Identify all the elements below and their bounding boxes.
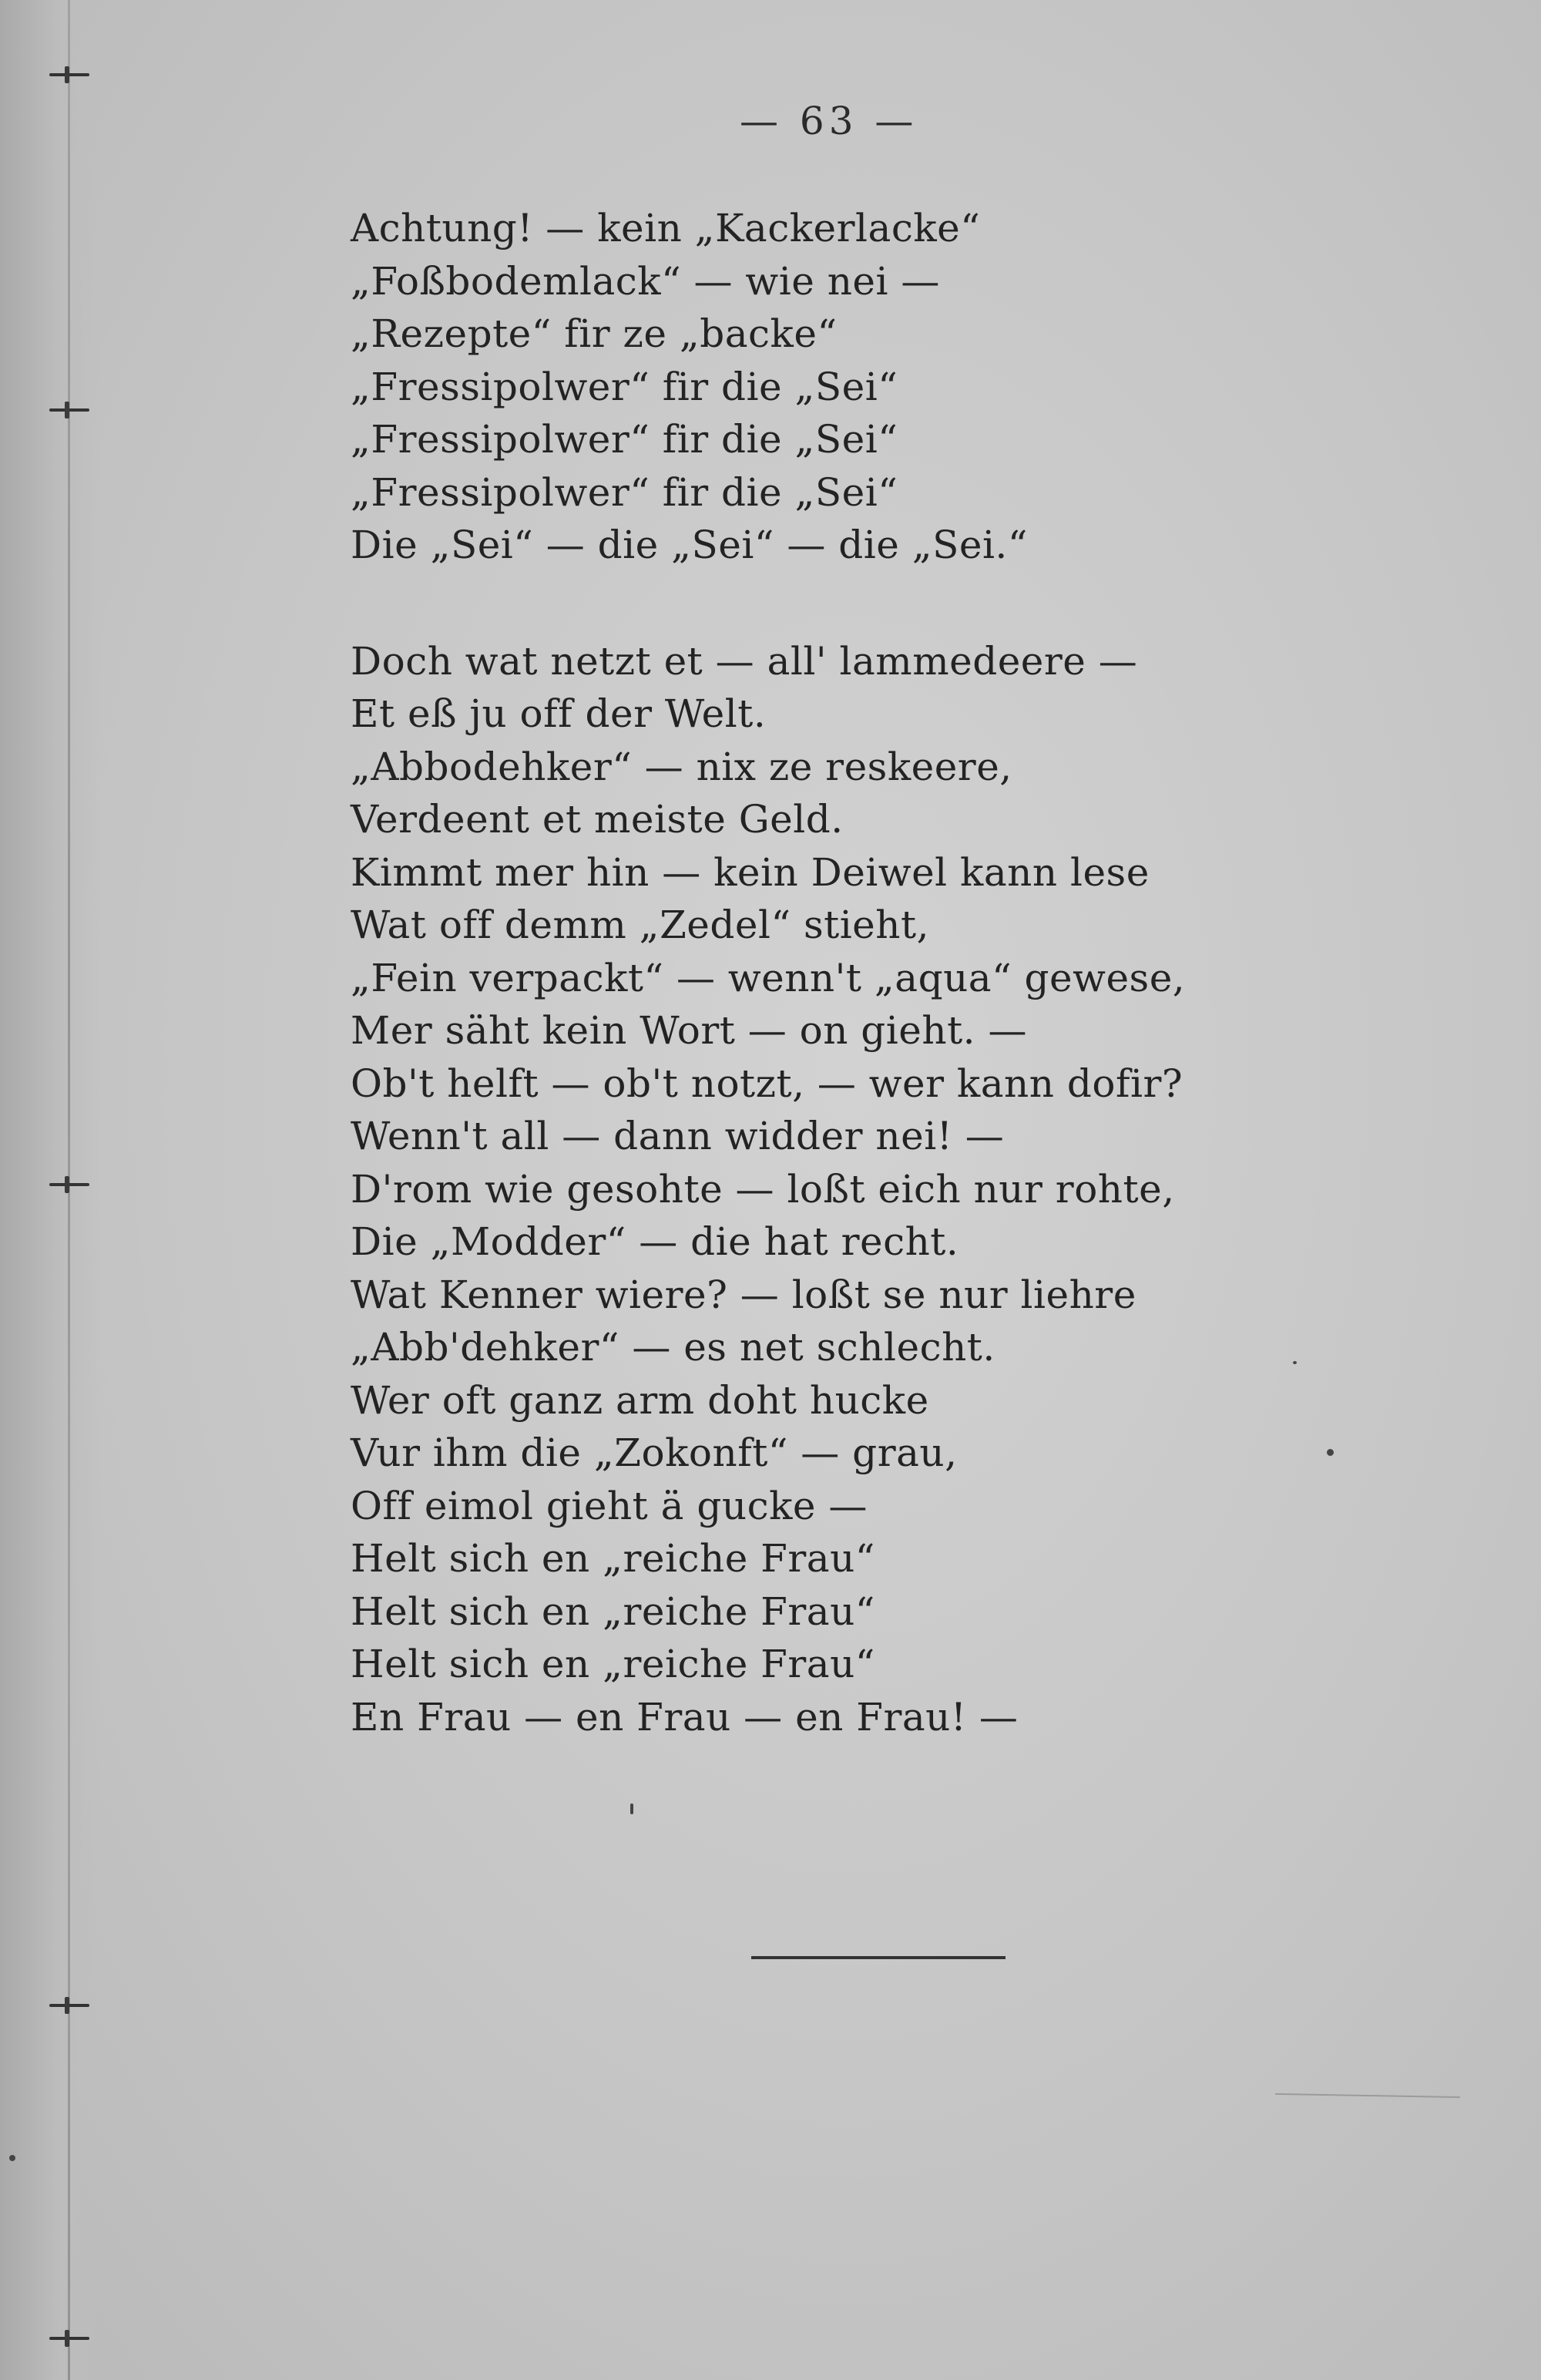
book-binding-shadow — [0, 0, 100, 2380]
stanza-2 — [351, 635, 1198, 1744]
poem-line: „Rezepte“ fir ze „backe“ — [351, 311, 838, 356]
ink-speck — [1293, 1361, 1297, 1364]
poem-line: „Fressipolwer“ fir die „Sei“ — [351, 417, 898, 462]
poem-line: Wat Kenner wiere? — loßt se nur liehre — [351, 1272, 1136, 1317]
poem-line: Helt sich en „reiche Frau“ — [351, 1642, 875, 1686]
binding-stitch — [49, 1183, 89, 1186]
binding-stitch — [49, 408, 89, 412]
poem-line: Verdeent et meiste Geld. — [351, 797, 844, 842]
poem-line: Et eß ju off der Welt. — [351, 691, 767, 736]
paper-scratch — [1275, 2093, 1460, 2098]
poem-line: Kimmt mer hin — kein Deiwel kann lese — [351, 849, 1150, 895]
ink-speck — [630, 1803, 633, 1814]
poem-line: „Abbodehker“ — nix ze reskeere, — [351, 744, 1012, 789]
page-number: — 63 — — [740, 99, 918, 143]
poem-line: Wer oft ganz arm doht hucke — [351, 1377, 929, 1423]
poem-line: Mer säht kein Wort — on gieht. — — [351, 1008, 1027, 1053]
poem-line: „Fressipolwer“ fir die „Sei“ — [351, 469, 898, 515]
ink-speck — [1327, 1449, 1334, 1456]
ink-speck — [9, 2155, 15, 2161]
poem-line: Off eimol gieht ä gucke — — [351, 1483, 868, 1528]
poem-line: Ob't helft — ob't notzt, — wer kann dofir? — [351, 1061, 1183, 1106]
poem-line: Wat off demm „Zedel“ stieht, — [351, 903, 929, 947]
poem-line: Helt sich en „reiche Frau“ — [351, 1588, 875, 1634]
poem-line: „Abb'dehker“ — es net schlecht. — [351, 1325, 995, 1370]
stanza-1 — [351, 202, 1198, 572]
poem-line: „Fein verpackt“ — wenn't „aqua“ gewese, — [351, 955, 1186, 1000]
poem-line: Doch wat netzt et — all' lammedeere — — [351, 638, 1138, 684]
poem-line: Wenn't all — dann widder nei! — — [351, 1114, 1005, 1158]
poem-line: Die „Modder“ — die hat recht. — [351, 1219, 959, 1264]
poem-line: „Fressipolwer“ fir die „Sei“ — [351, 364, 898, 409]
poem-line: „Foßbodemlack“ — wie nei — — [351, 258, 940, 304]
binding-stitch — [49, 2337, 89, 2340]
binding-stitch — [49, 73, 89, 76]
poem-line: D'rom wie gesohte — loßt eich nur rohte, — [351, 1166, 1175, 1212]
binding-stitch — [49, 2004, 89, 2007]
poem-line: Vur ihm die „Zokonft“ — grau, — [351, 1430, 958, 1475]
poem-line: Die „Sei“ — die „Sei“ — die „Sei.“ — [351, 523, 1028, 567]
poem — [351, 202, 1198, 1743]
poem-line: Achtung! — kein „Kackerlacke“ — [351, 206, 981, 250]
poem-line: En Frau — en Frau — en Frau! — — [351, 1694, 1019, 1740]
end-rule — [751, 1956, 1006, 1959]
poem-line: Helt sich en „reiche Frau“ — [351, 1536, 875, 1581]
